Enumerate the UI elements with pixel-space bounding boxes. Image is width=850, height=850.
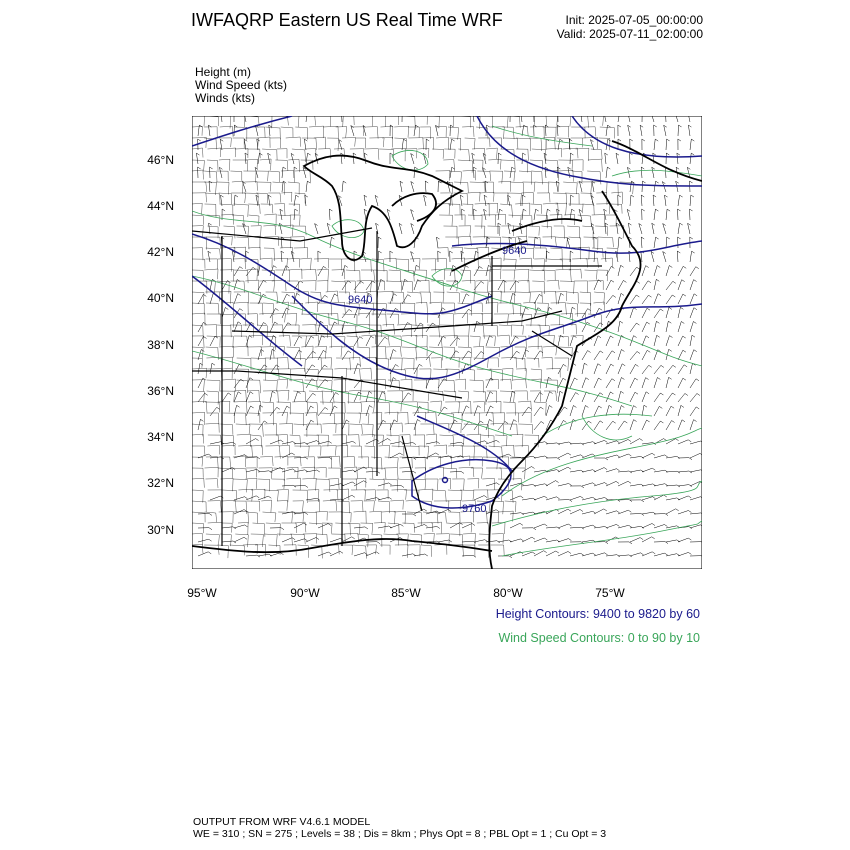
height-label: 9640: [348, 294, 373, 306]
map-panel: [192, 116, 702, 569]
wind-contour-legend: Wind Speed Contours: 0 to 90 by 10: [498, 631, 700, 645]
lat-label: 42°N: [147, 245, 174, 259]
field-height: Height (m): [195, 65, 252, 79]
valid-time: Valid: 2025-07-11_02:00:00: [556, 27, 703, 41]
height-label: 9640: [502, 245, 527, 257]
lon-label: 80°W: [493, 586, 523, 600]
lat-label: 38°N: [147, 338, 174, 352]
lat-label: 40°N: [147, 291, 174, 305]
lat-label: 46°N: [147, 153, 174, 167]
lat-label: 44°N: [147, 199, 174, 213]
lat-label: 32°N: [147, 476, 174, 490]
height-contour-legend: Height Contours: 9400 to 9820 by 60: [495, 607, 700, 621]
field-winds: Winds (kts): [195, 91, 255, 105]
lat-label: 34°N: [147, 430, 174, 444]
plot-title: IWFAQRP Eastern US Real Time WRF: [191, 10, 503, 30]
model-info: OUTPUT FROM WRF V4.6.1 MODEL: [193, 816, 371, 828]
lat-label: 36°N: [147, 384, 174, 398]
lon-label: 85°W: [391, 586, 421, 600]
height-label: 9760: [462, 503, 487, 515]
field-wind-speed: Wind Speed (kts): [195, 78, 288, 92]
lat-label: 30°N: [147, 523, 174, 537]
lon-label: 90°W: [290, 586, 320, 600]
model-config: WE = 310 ; SN = 275 ; Levels = 38 ; Dis = 8km ; Phys Opt = 8 ; PBL Opt = 1 ; Cu Opt = 3: [193, 828, 607, 840]
lon-label: 75°W: [595, 586, 625, 600]
lon-label: 95°W: [187, 586, 217, 600]
init-time: Init: 2025-07-05_00:00:00: [565, 13, 703, 27]
